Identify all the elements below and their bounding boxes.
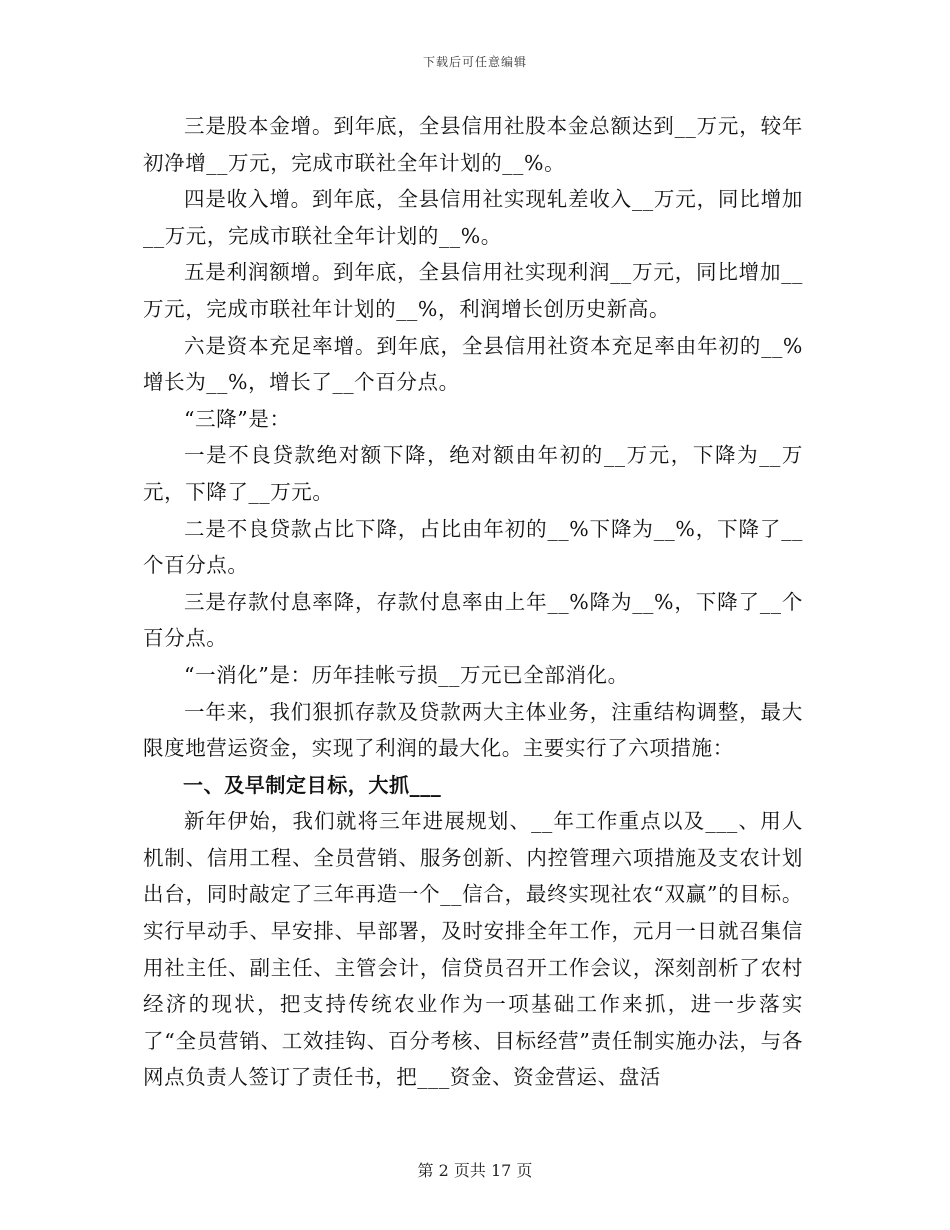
paragraph-bad-loan-ratio: 二是不良贷款占比下降，占比由年初的__%下降为__%，下降了__个百分点。 <box>143 516 803 578</box>
page-header: 下载后可任意编辑 <box>422 55 527 69</box>
paragraph-three-decreases-title: “三降”是： <box>184 406 291 431</box>
document-body <box>143 108 803 1096</box>
paragraph-summary: 一年来，我们狠抓存款及贷款两大主体业务，注重结构调整，最大限度地营运资金，实现了利润的最大化。主要实行了六项措施： <box>143 699 803 761</box>
paragraph-income: 四是收入增。到年底，全县信用社实现轧差收入__万元，同比增加__万元，完成市联社全年计划的__%。 <box>143 187 803 248</box>
paragraph-capital-adequacy: 六是资本充足率增。到年底，全县信用社资本充足率由年初的__%增长为__%，增长了__个百分点。 <box>143 333 803 395</box>
paragraph-profit: 五是利润额增。到年底，全县信用社实现利润__万元，同比增加__万元，完成市联社年计划的__%，利润增长创历史新高。 <box>143 260 803 321</box>
page-number: 第 2 页共 17 页 <box>417 1161 533 1180</box>
paragraph-new-year-plan: 新年伊始，我们就将三年进展规划、__年工作重点以及___、用人机制、信用工程、全员营销、服务创新、内控管理六项措施及支农计划出台，同时敲定了三年再造一个__信合，最终实现社农“双赢”的目标。实行早动手、早安排、早部署，及时安排全年工作，元月一日就召集信用社主任、副主任、主管会计，信贷员召开工作会议，深刻剖析了农村经济的现状，把支持传统农业作为一项基础工作来抓，进一步落实了“全员营销、工效挂钩、百分考核、目标经营”责任制实施办法，与各网点负责人签订了责任书，把___资金、资金营运、盘活 <box>143 809 803 1090</box>
paragraph-share-capital: 三是股本金增。到年底，全县信用社股本金总额达到__万元，较年初净增__万元，完成市联社全年计划的__%。 <box>143 114 803 175</box>
paragraph-deposit-interest: 三是存款付息率降，存款付息率由上年__%降为__%，下降了__个百分点。 <box>143 589 803 651</box>
paragraph-one-digestion: “一消化”是：历年挂帐亏损__万元已全部消化。 <box>184 662 629 687</box>
paragraph-bad-loan-amount: 一是不良贷款绝对额下降，绝对额由年初的__万元，下降为__万元，下降了__万元。 <box>143 443 803 504</box>
section-heading: 一、及早制定目标，大抓___ <box>183 772 442 797</box>
